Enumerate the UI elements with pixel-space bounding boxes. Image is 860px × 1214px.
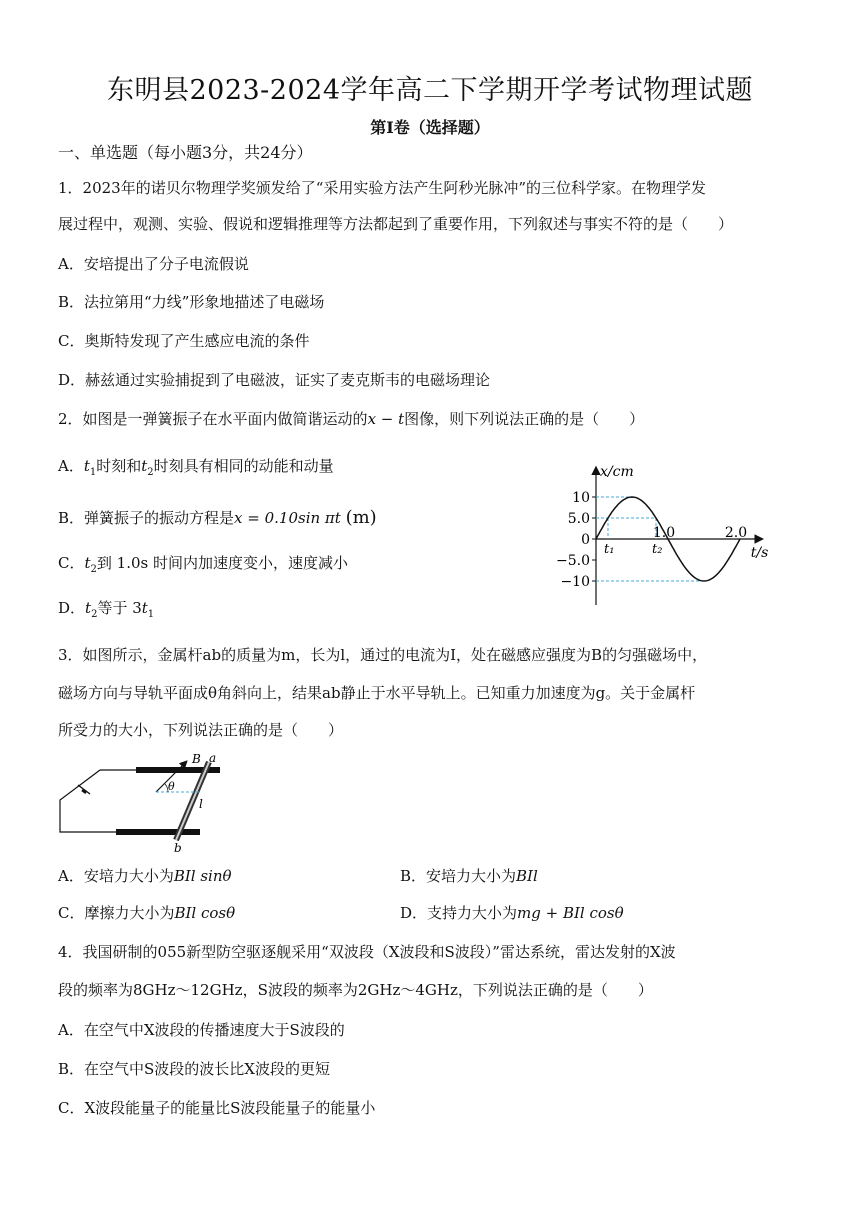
y-axis-title: x/cm bbox=[600, 464, 634, 480]
q2-number: 2． bbox=[58, 410, 83, 428]
t2-label: t₂ bbox=[652, 542, 663, 557]
y-tick-label: −5.0 bbox=[556, 553, 590, 569]
lower-rail bbox=[116, 829, 200, 835]
q3-stem-line1: 3．如图所示，金属杆ab的质量为m，长为l，通过的电流为I，处在磁感应强度为B的匀强磁场中， bbox=[58, 646, 708, 664]
y-tick-label: 5.0 bbox=[567, 511, 590, 527]
q3-option-d[interactable]: D．支持力大小为mg + BIl cosθ bbox=[400, 904, 624, 922]
l-label: l bbox=[199, 797, 203, 811]
x-tick-label: 1.0 bbox=[652, 525, 676, 541]
y-tick-label: 10 bbox=[572, 490, 590, 506]
b-end-label: b bbox=[174, 841, 182, 855]
q4-number: 4． bbox=[58, 943, 83, 961]
q3-option-b[interactable]: B．安培力大小为BIl bbox=[400, 867, 538, 885]
q3-stem-line2: 磁场方向与导轨平面成θ角斜向上，结果ab静止于水平导轨上。已知重力加速度为g。关于金属杆 bbox=[58, 684, 696, 702]
circuit-wire bbox=[60, 770, 136, 832]
y-tick-label: 0 bbox=[581, 532, 590, 548]
exam-title: 东明县2023-2024学年高二下学期开学考试物理试题 bbox=[106, 75, 754, 106]
q2-stem: 2．如图是一弹簧振子在水平面内做简谐运动的x − t图像，则下列说法正确的是（ ） bbox=[58, 410, 645, 428]
q4-stem-line2: 段的频率为8GHz～12GHz，S波段的频率为2GHz～4GHz，下列说法正确的是（ ） bbox=[58, 981, 653, 999]
q1-option-d[interactable]: D．赫兹通过实验捕捉到了电磁波，证实了麦克斯韦的电磁场理论 bbox=[58, 371, 491, 389]
q3-number: 3． bbox=[58, 646, 83, 664]
q1-option-c[interactable]: C．奥斯特发现了产生感应电流的条件 bbox=[58, 332, 310, 350]
q1-option-b[interactable]: B．法拉第用“力线”形象地描述了电磁场 bbox=[58, 293, 325, 311]
q3-option-c[interactable]: C．摩擦力大小为BIl cosθ bbox=[58, 904, 236, 922]
y-tick-label: −10 bbox=[560, 574, 590, 590]
q1-number: 1． bbox=[58, 179, 83, 197]
q1-option-a[interactable]: A．安培提出了分子电流假说 bbox=[58, 255, 249, 273]
x-axis-title: t/s bbox=[750, 545, 769, 561]
q2-xt-chart bbox=[540, 460, 800, 610]
q2-option-a[interactable]: A．$t_1$时刻和$t_2$时刻具有相同的动能和动量 bbox=[58, 457, 334, 478]
exam-subtitle: 第Ⅰ卷（选择题） bbox=[370, 118, 490, 137]
q4-stem-line1: 4．我国研制的055新型防空驱逐舰采用“双波段（X波段和S波段）”雷达系统，雷达发射的X波 bbox=[58, 943, 676, 961]
q4-option-a[interactable]: A．在空气中X波段的传播速度大于S波段的 bbox=[58, 1021, 345, 1039]
a-label: a bbox=[209, 751, 217, 765]
q1-stem-line2: 展过程中，观测、实验、假说和逻辑推理等方法都起到了重要作用，下列叙述与事实不符的是（ ） bbox=[58, 215, 734, 233]
q2-option-c[interactable]: C．$t_2$到 1.0s 时间内加速度变小，速度减小 bbox=[58, 554, 348, 575]
q1-stem-line1: 1．2023年的诺贝尔物理学奖颁发给了“采用实验方法产生阿秒光脉冲”的三位科学家。在物理学发 bbox=[58, 179, 707, 197]
q2-option-d[interactable]: D．$t_2$等于 $3t_1$ bbox=[58, 599, 155, 620]
t1-label: t₁ bbox=[604, 542, 615, 557]
q2-option-b[interactable]: B．弹簧振子的振动方程是x = 0.10sin πt (m) bbox=[58, 507, 377, 528]
q3-option-a[interactable]: A．安培力大小为BIl sinθ bbox=[58, 867, 232, 885]
q4-option-b[interactable]: B．在空气中S波段的波长比X波段的更短 bbox=[58, 1060, 330, 1078]
section-heading: 一、单选题（每小题3分，共24分） bbox=[58, 143, 313, 162]
x-tick-label: 2.0 bbox=[724, 525, 748, 541]
b-label: B bbox=[192, 752, 201, 766]
q3-stem-line3: 所受力的大小，下列说法正确的是（ ） bbox=[58, 721, 344, 739]
theta-label: θ bbox=[168, 780, 175, 793]
q3-rail-figure bbox=[56, 750, 236, 855]
q4-option-c[interactable]: C．X波段能量子的能量比S波段能量子的能量小 bbox=[58, 1099, 376, 1117]
